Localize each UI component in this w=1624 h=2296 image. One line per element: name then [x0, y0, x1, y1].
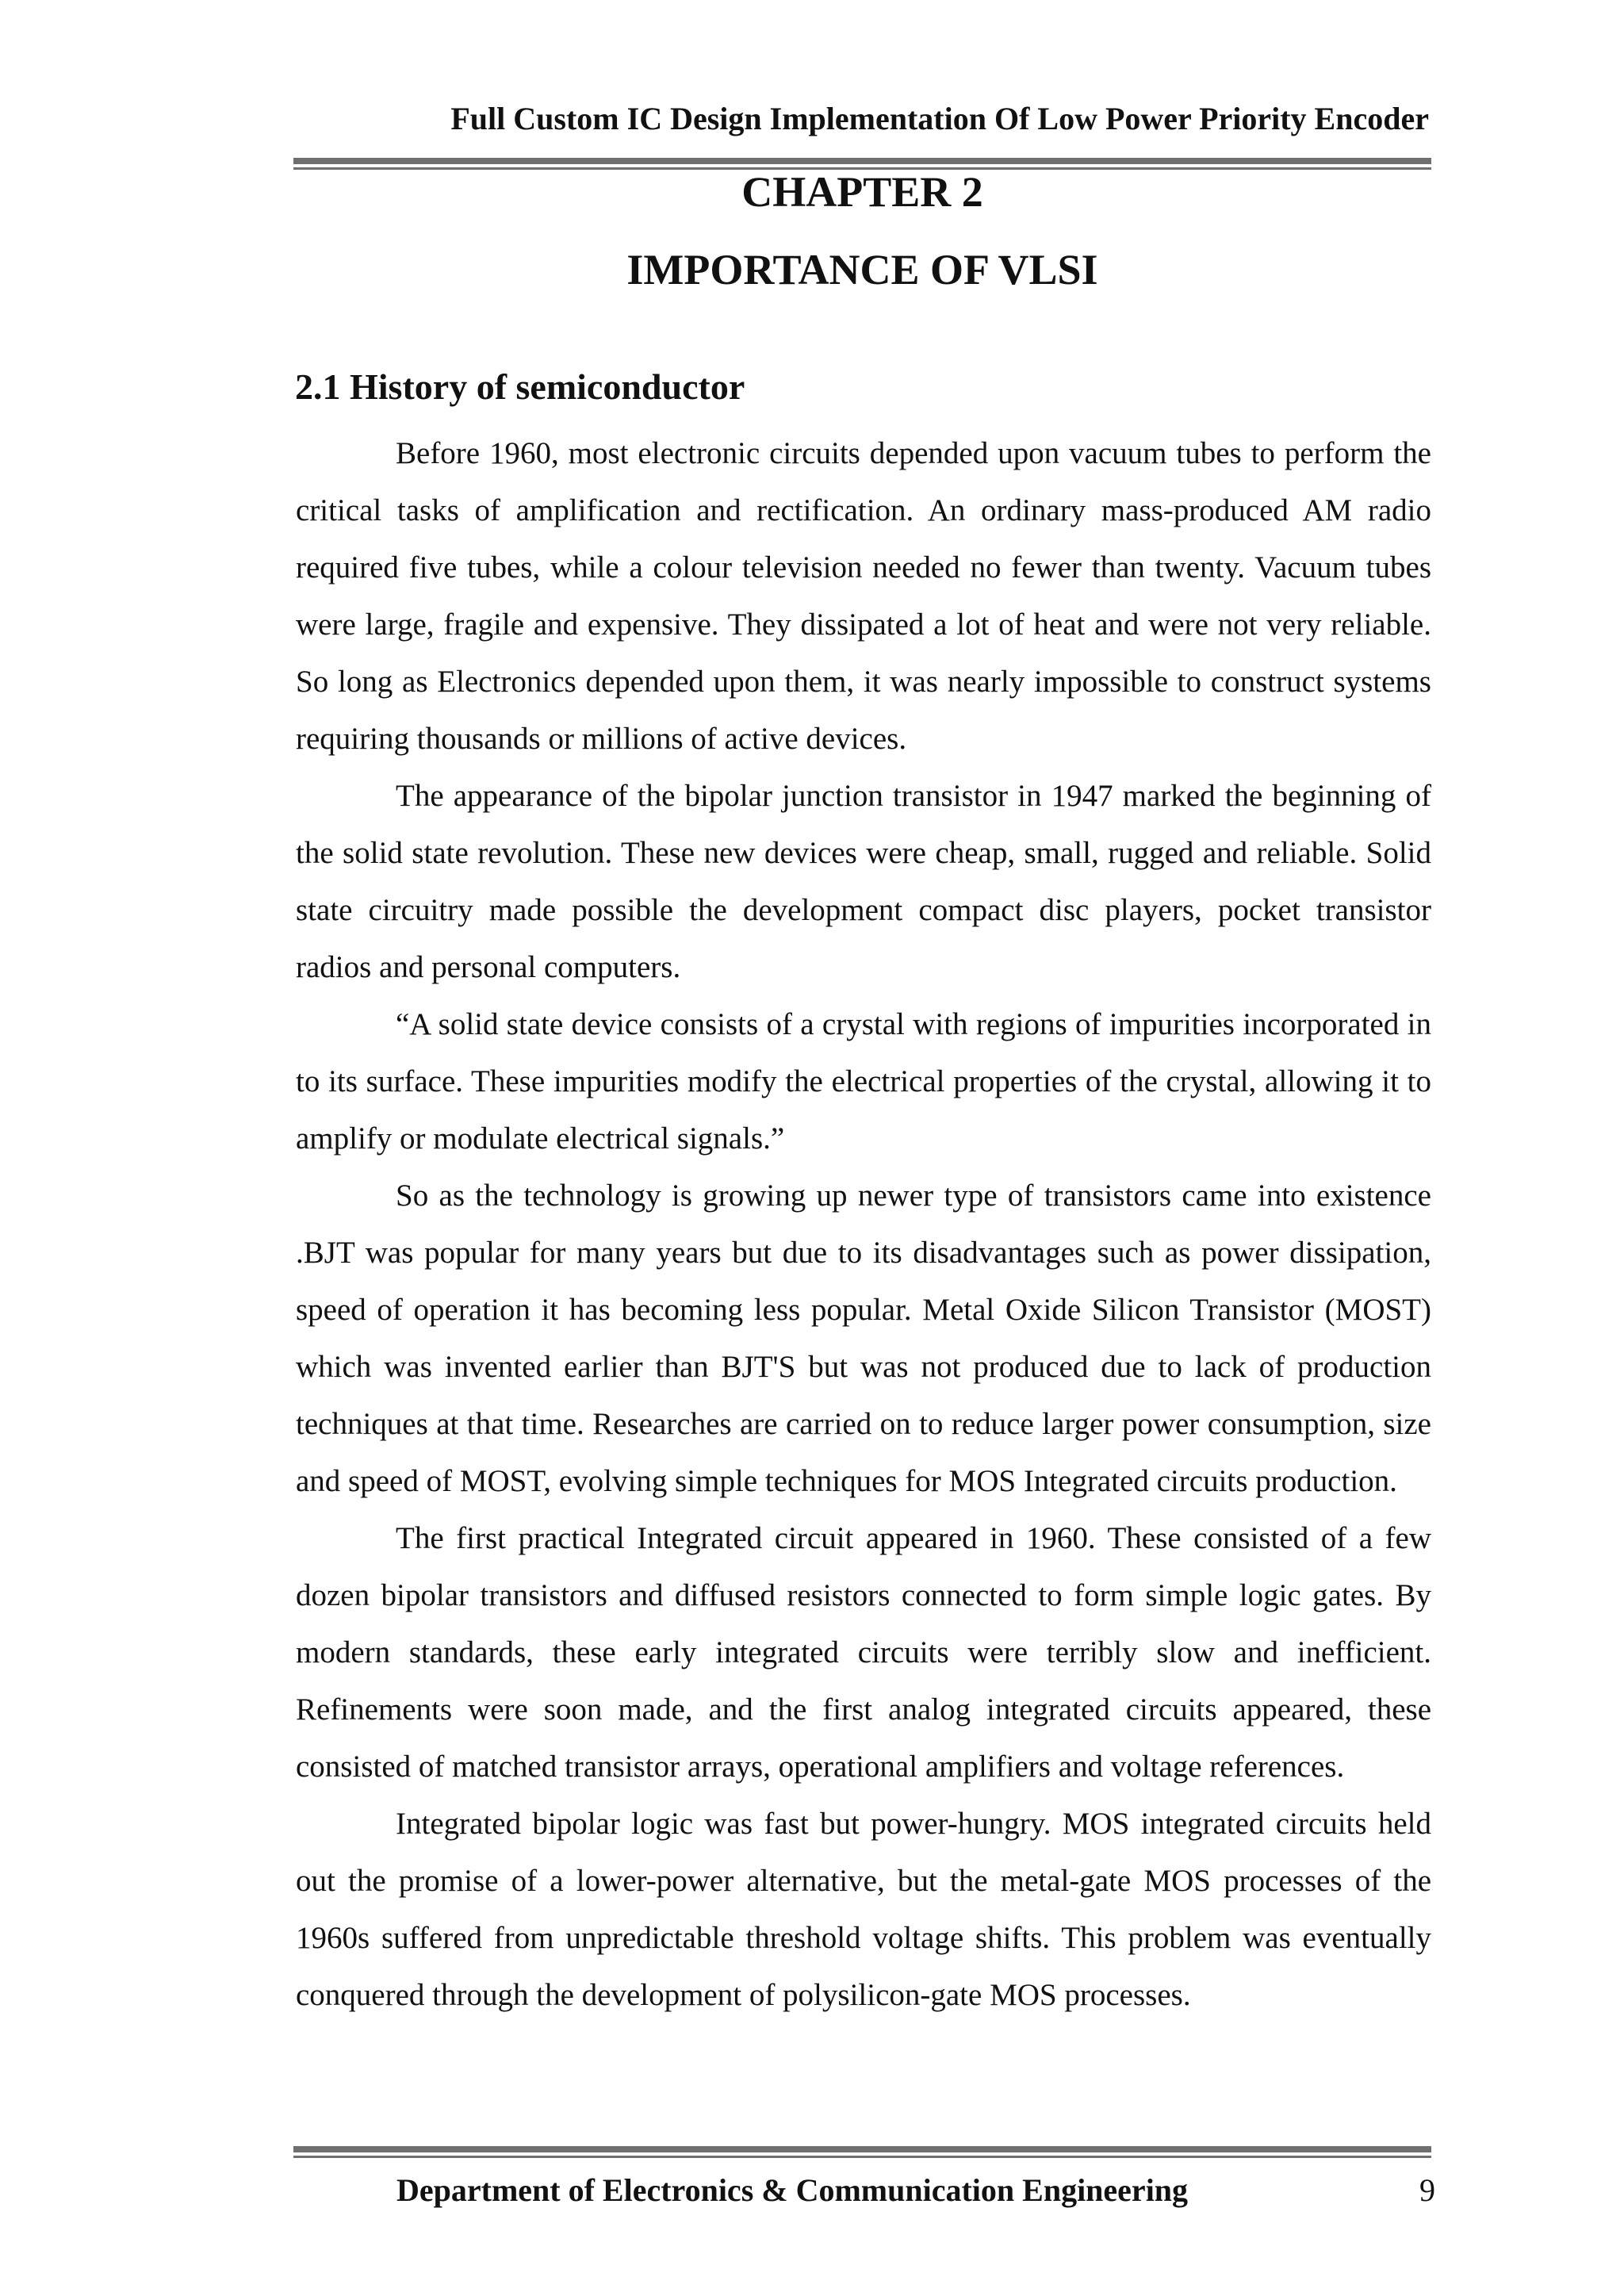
chapter-title: IMPORTANCE OF VLSI	[626, 246, 1098, 293]
section-heading: 2.1 History of semiconductor	[295, 366, 745, 407]
paragraph: So as the technology is growing up newer type of transistors came into existence .BJT was popular for many years but due to its disadvantages such as power dissipation, speed of operation it has becoming less popular. Metal Oxide Silicon Transistor (MOST) which was invented earlier than BJT'S but was not produced due to lack of production techniques at that time. Researches are carried on to reduce larger power consumption, size and speed of MOST, evolving simple techniques for MOS Integrated circuits production.	[296, 1179, 1431, 1498]
chapter-heading	[293, 165, 1431, 297]
paragraph: Integrated bipolar logic was fast but power-hungry. MOS integrated circuits held out the promise of a lower-power alternative, but the metal-gate MOS processes of the 1960s suffered from unpredictable threshold voltage shifts. This problem was eventually conquered through the development of polysilicon-gate MOS processes.	[296, 1807, 1431, 2012]
body-text	[296, 425, 1431, 2024]
footer-department: Department of Electronics & Communication Engineering	[396, 2172, 1189, 2208]
footer-rule	[293, 2146, 1431, 2158]
paragraph: “A solid state device consists of a crystal with regions of impurities incorporated in to its surface. These impurities modify the electrical properties of the crystal, allowing it to amplify or modulate electrical signals.”	[296, 1007, 1431, 1156]
paragraph: The first practical Integrated circuit appeared in 1960. These consisted of a few dozen bipolar transistors and diffused resistors connected to form simple logic gates. By modern standards, these early integrated circuits were terribly slow and inefficient. Refinements were soon made, and the first analog integrated circuits appeared, these consisted of matched transistor arrays, operational amplifiers and voltage references.	[296, 1521, 1431, 1784]
paragraph: The appearance of the bipolar junction transistor in 1947 marked the beginning of the solid state revolution. These new devices were cheap, small, rugged and reliable. Solid state circuitry made possible the development compact disc players, pocket transistor radios and personal computers.	[296, 779, 1431, 984]
page-number: 9	[1419, 2172, 1435, 2208]
running-header: Full Custom IC Design Implementation Of Low Power Priority Encoder	[450, 101, 1429, 136]
chapter-number: CHAPTER 2	[741, 168, 983, 216]
paragraph: Before 1960, most electronic circuits depended upon vacuum tubes to perform the critical tasks of amplification and rectification. An ordinary mass-produced AM radio required five tubes, while a colour television needed no fewer than twenty. Vacuum tubes were large, fragile and expensive. They dissipated a lot of heat and were not very reliable. So long as Electronics depended upon them, it was nearly impossible to construct systems requiring thousands or millions of active devices.	[296, 436, 1431, 756]
